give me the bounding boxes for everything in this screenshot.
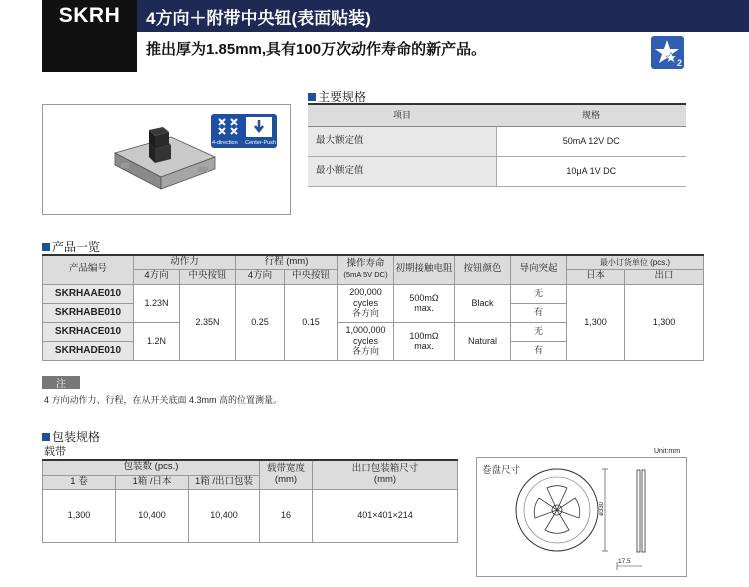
spec-value: 10μA 1V DC [496, 156, 686, 186]
col-qty: 包装数 (pcs.) [43, 460, 260, 475]
force-center: 2.35N [180, 284, 236, 360]
col-box-size [313, 460, 458, 489]
col-moq-japan: 日本 [567, 269, 625, 284]
moq-japan: 1,300 [567, 284, 625, 360]
packaging-table [42, 459, 458, 543]
section-marker-icon [308, 93, 316, 101]
life-unit: cycles [352, 335, 378, 346]
guide-value: 无 [511, 284, 567, 303]
col-tape-width-unit: (mm) [274, 473, 298, 485]
page-title: 4方向＋附带中央钮(表面贴装) [146, 8, 371, 28]
col-box-export: 1箱 /出口包装 [189, 475, 260, 489]
icon-label-right: Center-Push [245, 140, 276, 146]
note-text: 4 方向动作力、行程，在从开关底面 4.3mm 高的位置测量。 [44, 395, 283, 405]
guide-value: 有 [511, 341, 567, 360]
spec-col-item: 项目 [308, 104, 496, 126]
part-number: SKRHACE010 [43, 322, 134, 341]
part-number: SKRHAAE010 [43, 284, 134, 303]
model-name: SKRH [58, 4, 121, 27]
guide-value: 无 [511, 322, 567, 341]
section-marker-icon [42, 243, 50, 251]
main-specs-table [308, 103, 686, 187]
contact-resistance [394, 284, 455, 322]
travel-4dir: 0.25 [236, 284, 285, 360]
col-force-4dir: 4方向 [134, 269, 180, 284]
col-moq: 最小订货单位 (pcs.) [567, 255, 704, 269]
note-label-text: 注 [56, 379, 66, 390]
part-number: SKRHADE010 [43, 341, 134, 360]
unit-label: Unit:mm [654, 448, 681, 455]
life-count: 1,000,000 [345, 325, 386, 336]
resistance-value: 500mΩ [409, 292, 439, 303]
col-tape-width-label: 载带宽度 [266, 462, 305, 474]
life-count: 200,000 [349, 287, 382, 298]
function-icon [211, 114, 277, 148]
col-force-center: 中央按钮 [180, 269, 236, 284]
packaging-subheading: 载带 [44, 446, 66, 458]
icon-label-left: 4-direction [212, 140, 238, 146]
spec-col-value: 规格 [496, 104, 686, 126]
box-jp-qty: 10,400 [116, 489, 189, 542]
packaging-title: 包装规格 [52, 430, 101, 444]
col-contact-resistance: 初期接触电阻 [394, 255, 455, 284]
col-travel: 行程 (mm) [236, 255, 338, 269]
reel-width-label: 17.5 [618, 558, 631, 565]
col-guide: 导向突起 [511, 255, 567, 284]
badge-number: 2 [676, 58, 682, 68]
reel-drawing [477, 458, 686, 576]
contact-resistance [394, 322, 455, 360]
guide-value: 有 [511, 303, 567, 322]
reel-diagram-title: 卷盘尺寸 [482, 465, 521, 476]
spec-item: 最小额定值 [308, 156, 496, 186]
col-operating-force: 动作力 [134, 255, 236, 269]
life-dir: 各方向 [351, 346, 379, 357]
col-life [338, 255, 394, 284]
note-label [42, 376, 80, 389]
force-4dir: 1.2N [134, 322, 180, 360]
col-life-sub: (5mA 5V DC) [343, 269, 388, 279]
resistance-max: max. [414, 303, 434, 313]
life-dir: 各方向 [351, 308, 379, 319]
spec-item: 最大额定值 [308, 126, 496, 156]
resistance-max: max. [414, 341, 434, 351]
subtitle: 推出厚为1.85mm,具有100万次动作寿命的新产品。 [146, 41, 487, 58]
button-color: Natural [455, 322, 511, 360]
col-moq-export: 出口 [625, 269, 704, 284]
col-color: 按钮颜色 [455, 255, 511, 284]
col-travel-4dir: 4方向 [236, 269, 285, 284]
col-part-no: 产品编号 [43, 255, 134, 284]
col-reel: 1 卷 [43, 475, 116, 489]
spec-value: 50mA 12V DC [496, 126, 686, 156]
button-color: Black [455, 284, 511, 322]
main-specs-title: 主要规格 [318, 90, 367, 104]
product-table [42, 254, 704, 361]
travel-center: 0.15 [285, 284, 338, 360]
life-value [338, 284, 394, 322]
col-tape-width [260, 460, 313, 489]
part-number: SKRHABE010 [43, 303, 134, 322]
resistance-value: 100mΩ [409, 330, 439, 341]
force-4dir: 1.23N [134, 284, 180, 322]
col-life-label: 操作寿命 [346, 257, 385, 269]
col-box-size-unit: (mm) [373, 473, 397, 485]
reel-qty: 1,300 [43, 489, 116, 542]
direction-arrows-icon [211, 114, 277, 140]
product-list-title: 产品一览 [52, 240, 101, 254]
product-list-heading [42, 238, 100, 255]
life-value [338, 322, 394, 360]
rating-badge [651, 36, 684, 69]
col-travel-center: 中央按钮 [285, 269, 338, 284]
moq-export: 1,300 [625, 284, 704, 360]
reel-diagram-box [476, 457, 687, 577]
col-box-size-label: 出口包装箱尺寸 [351, 462, 419, 474]
box-export-qty: 10,400 [189, 489, 260, 542]
col-box-jp: 1箱 /日本 [116, 475, 189, 489]
tape-width: 16 [260, 489, 313, 542]
product-image-box [42, 104, 291, 215]
section-marker-icon [42, 433, 50, 441]
box-size: 401×401×214 [313, 489, 458, 542]
reel-diameter-label: ø330 [599, 502, 605, 516]
life-unit: cycles [352, 297, 378, 308]
